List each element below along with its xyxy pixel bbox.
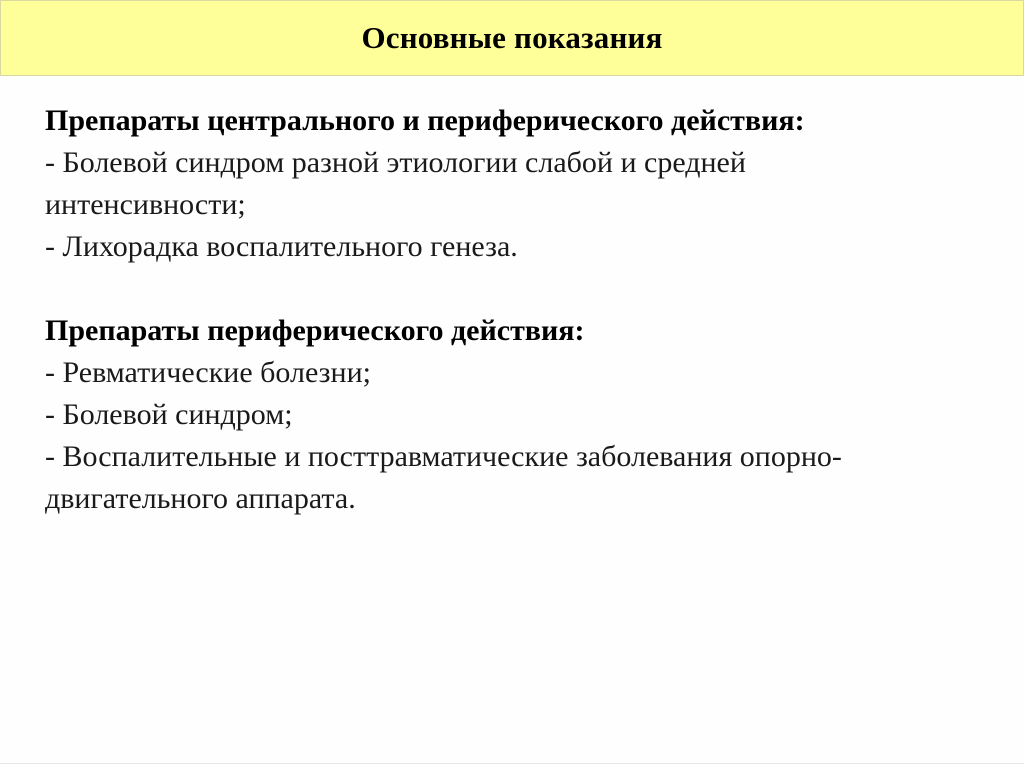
indication-line: - Лихорадка воспалительного генеза. bbox=[45, 230, 518, 263]
indication-line: интенсивности; bbox=[45, 188, 246, 221]
indication-line: - Ревматические болезни; bbox=[45, 356, 371, 389]
title-bar bbox=[0, 0, 1024, 76]
slide-bottom-divider bbox=[0, 763, 1024, 764]
slide-title: Основные показания bbox=[361, 20, 663, 55]
slide-content bbox=[45, 100, 1005, 520]
indication-line: - Болевой синдром; bbox=[45, 398, 293, 431]
indication-line: - Болевой синдром разной этиологии слабой и средней bbox=[45, 146, 746, 179]
indication-line: - Воспалительные и посттравматические заболевания опорно- bbox=[45, 440, 842, 473]
section-heading-central-peripheral: Препараты центрального и периферического действия: bbox=[45, 104, 805, 137]
indication-line: двигательного аппарата. bbox=[45, 482, 356, 515]
section-spacer bbox=[45, 268, 1005, 310]
section-heading-peripheral: Препараты периферического действия: bbox=[45, 314, 585, 347]
